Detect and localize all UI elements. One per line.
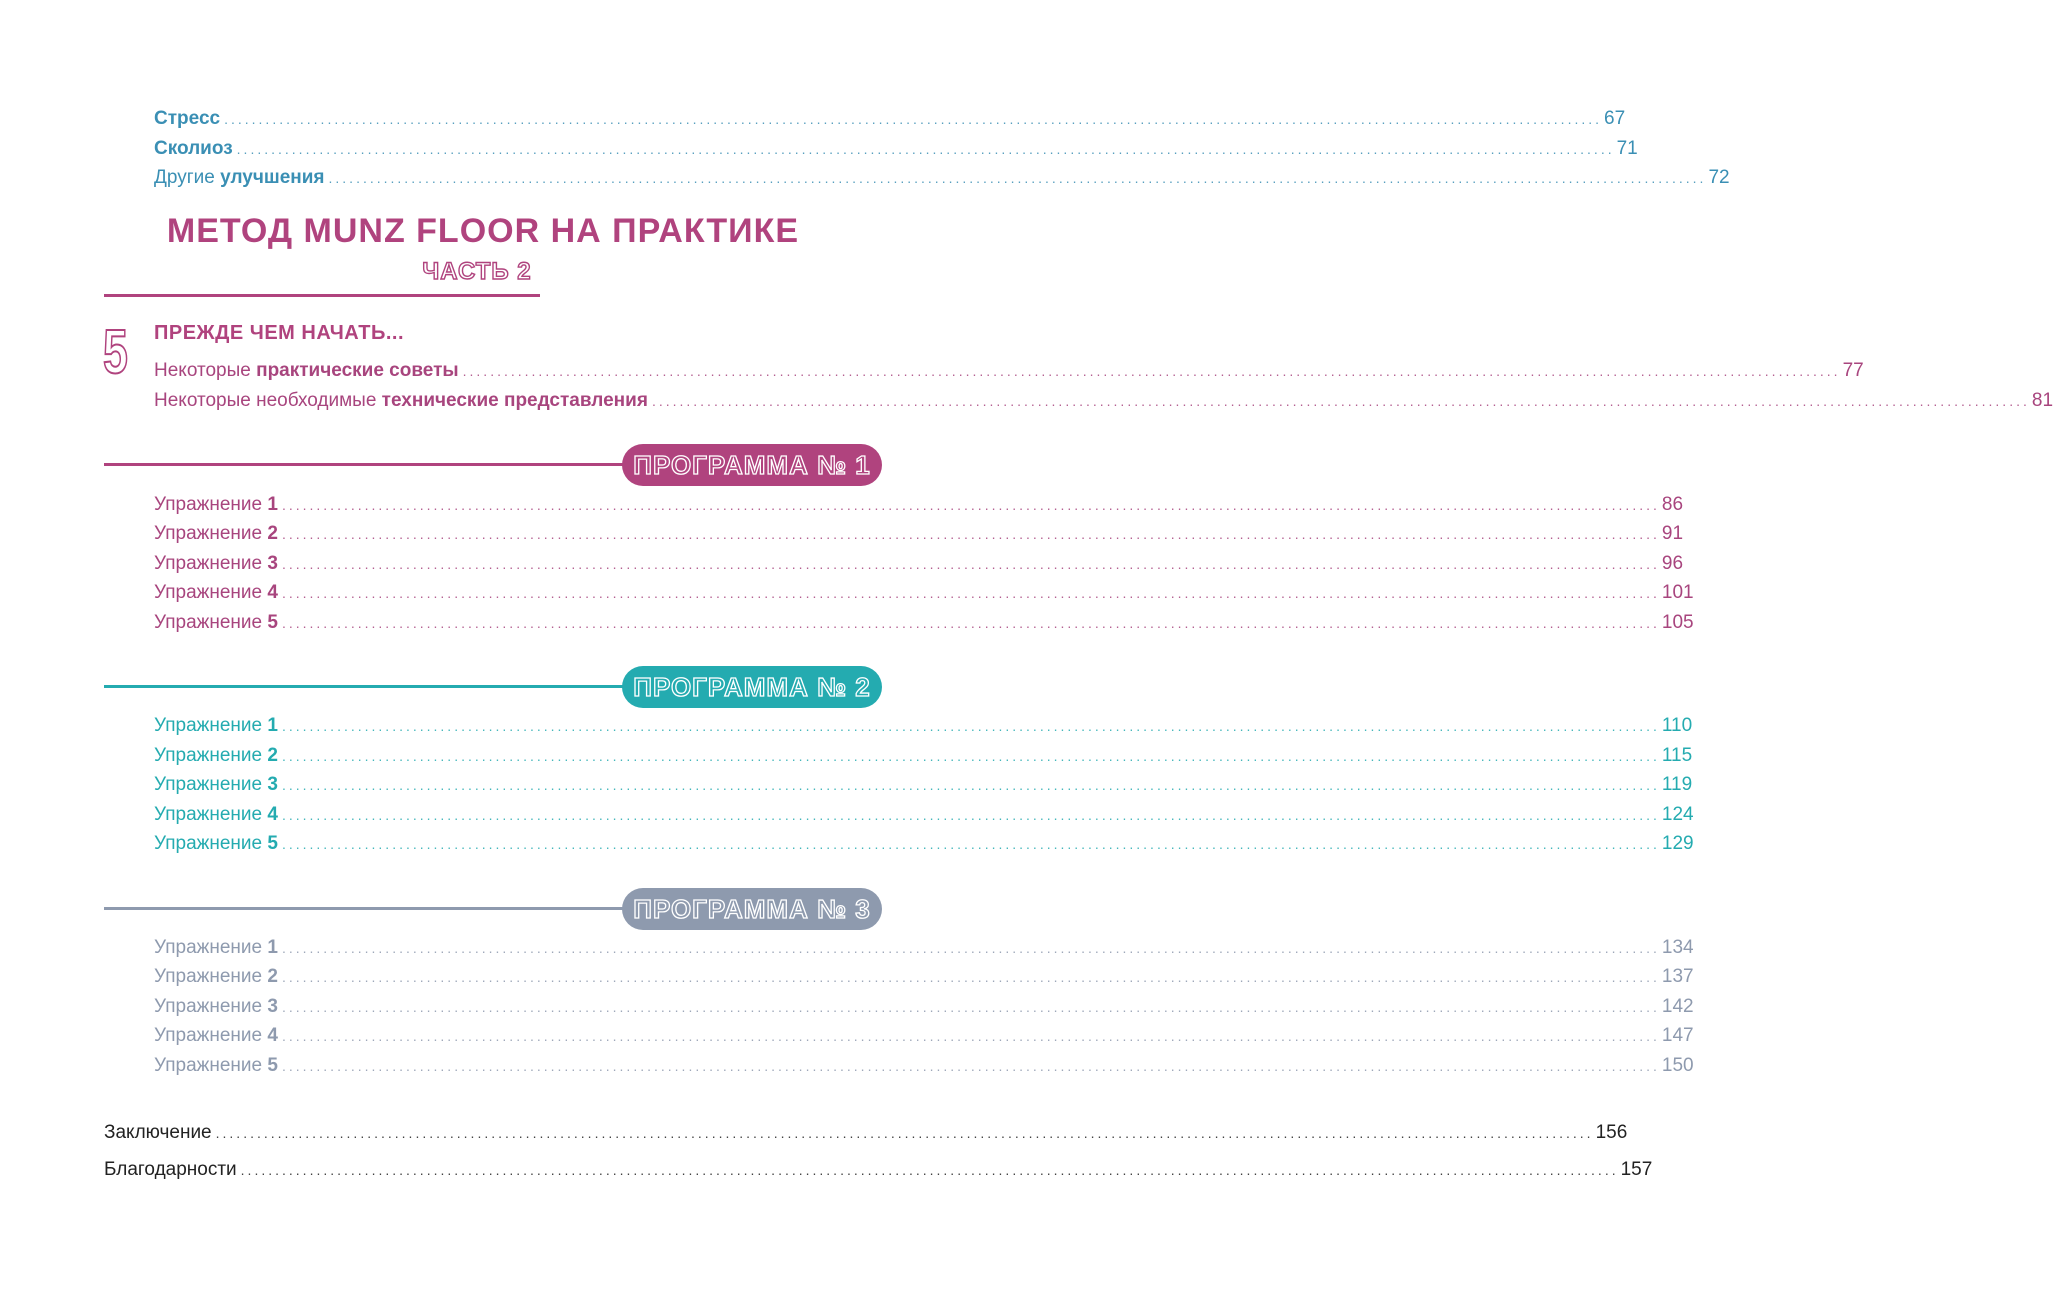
entry-text: Упражнение: [154, 996, 268, 1017]
toc-entry-scoliosis[interactable]: [154, 136, 1638, 162]
page-number: 77: [1842, 360, 1864, 381]
program-3-exercise-2[interactable]: [154, 964, 1694, 990]
entry-bold-text: 4: [267, 804, 278, 825]
dot-leader: ........................................................................................................................................................................................................: [224, 111, 1603, 127]
part-title-rule: [104, 294, 540, 297]
dot-leader: ........................................................................................................................................................................................................: [281, 836, 1660, 852]
entry-bold-text: 5: [267, 612, 278, 633]
page-number: 67: [1604, 108, 1626, 129]
entry-bold-text: 1: [267, 937, 278, 958]
dot-leader: ........................................................................................................................................................................................................: [240, 1162, 1619, 1178]
program-1-label: ПРОГРАММА № 1: [633, 449, 871, 480]
entry-text: Упражнение: [154, 937, 268, 958]
entry-bold-text: 5: [267, 833, 278, 854]
entry-bold-text: 1: [267, 494, 278, 515]
page-number: 105: [1661, 612, 1694, 633]
dot-leader: ........................................................................................................................................................................................................: [281, 1028, 1660, 1044]
dot-leader: ........................................................................................................................................................................................................: [281, 777, 1660, 793]
entry-text: Упражнение: [154, 1055, 268, 1076]
page-number: 134: [1661, 937, 1694, 958]
entry-bold-text: технические представления: [381, 390, 648, 411]
program-1-badge: [622, 444, 882, 486]
entry-bold-text: 3: [267, 774, 278, 795]
page-number: 157: [1620, 1159, 1653, 1180]
page-number: 150: [1661, 1055, 1694, 1076]
program-3-exercise-3[interactable]: [154, 994, 1694, 1020]
entry-text: Упражнение: [154, 612, 268, 633]
entry-text: Упражнение: [154, 715, 268, 736]
program-1-exercise-4[interactable]: [154, 580, 1694, 606]
chapter-number: 5: [103, 318, 128, 387]
entry-bold-text: улучшения: [220, 167, 325, 188]
dot-leader: ........................................................................................................................................................................................................: [281, 497, 1660, 513]
program-2-rule: [104, 685, 644, 688]
program-3-exercise-4[interactable]: [154, 1023, 1694, 1049]
entry-bold-text: 1: [267, 715, 278, 736]
entry-bold-text: Сколиоз: [154, 138, 233, 159]
dot-leader: ........................................................................................................................................................................................................: [328, 170, 1707, 186]
entry-text: Некоторые: [154, 360, 257, 381]
entry-bold-text: Стресс: [154, 108, 221, 129]
dot-leader: ........................................................................................................................................................................................................: [236, 141, 1615, 157]
entry-text: Упражнение: [154, 745, 268, 766]
entry-text: Упражнение: [154, 553, 268, 574]
page-number: 110: [1661, 715, 1693, 736]
entry-bold-text: 2: [267, 745, 278, 766]
entry-text: Другие: [154, 167, 221, 188]
chapter-title: ПРЕЖДЕ ЧЕМ НАЧАТЬ...: [154, 322, 405, 344]
page-number: 72: [1708, 167, 1730, 188]
dot-leader: ........................................................................................................................................................................................................: [281, 615, 1660, 631]
entry-text: Упражнение: [154, 833, 268, 854]
program-2-exercise-4[interactable]: [154, 802, 1694, 828]
page-number: 86: [1661, 494, 1684, 515]
entry-bold-text: 2: [267, 966, 278, 987]
page-number: 142: [1661, 996, 1694, 1017]
entry-text: Упражнение: [154, 494, 268, 515]
page-number: 137: [1661, 966, 1694, 987]
entry-text: Заключение: [104, 1122, 212, 1143]
dot-leader: ........................................................................................................................................................................................................: [281, 585, 1660, 601]
page-number: 71: [1616, 138, 1638, 159]
program-3-label: ПРОГРАММА № 3: [633, 893, 871, 924]
program-2-exercise-5[interactable]: [154, 831, 1694, 857]
dot-leader: ........................................................................................................................................................................................................: [215, 1125, 1594, 1141]
entry-text: Упражнение: [154, 582, 268, 603]
program-2-exercise-1[interactable]: [154, 713, 1693, 739]
entry-text: Упражнение: [154, 966, 268, 987]
toc-entry-technical-notions[interactable]: [154, 388, 2053, 414]
toc-entry-stress[interactable]: [154, 106, 1626, 132]
page-number: 101: [1661, 582, 1694, 603]
page-number: 124: [1661, 804, 1694, 825]
entry-text: Благодарности: [104, 1159, 237, 1180]
entry-text: Упражнение: [154, 523, 268, 544]
program-2-exercise-2[interactable]: [154, 743, 1693, 769]
program-1-rule: [104, 463, 644, 466]
page-number: 96: [1661, 553, 1684, 574]
program-3-rule: [104, 907, 644, 910]
dot-leader: ........................................................................................................................................................................................................: [281, 940, 1660, 956]
program-3-exercise-1[interactable]: [154, 935, 1694, 961]
page-number: 147: [1661, 1025, 1694, 1046]
program-1-exercise-2[interactable]: [154, 521, 1684, 547]
dot-leader: ........................................................................................................................................................................................................: [281, 748, 1660, 764]
dot-leader: ........................................................................................................................................................................................................: [281, 969, 1660, 985]
part-title: МЕТОД MUNZ FLOOR НА ПРАКТИКЕ: [166, 212, 800, 250]
entry-bold-text: практические советы: [256, 360, 459, 381]
entry-text: Некоторые необходимые: [154, 390, 382, 411]
page-number: 81: [2031, 390, 2053, 411]
program-2-label: ПРОГРАММА № 2: [633, 671, 871, 702]
dot-leader: ........................................................................................................................................................................................................: [281, 807, 1660, 823]
program-1-exercise-1[interactable]: [154, 492, 1684, 518]
dot-leader: ........................................................................................................................................................................................................: [281, 999, 1660, 1015]
entry-bold-text: 3: [267, 996, 278, 1017]
page-number: 91: [1661, 523, 1684, 544]
dot-leader: ........................................................................................................................................................................................................: [281, 556, 1660, 572]
entry-text: Упражнение: [154, 1025, 268, 1046]
entry-bold-text: 5: [267, 1055, 278, 1076]
toc-entry-acknowledgements[interactable]: [104, 1157, 1653, 1183]
part-subtitle: ЧАСТЬ 2: [422, 258, 532, 285]
page-number: 129: [1661, 833, 1694, 854]
program-1-exercise-3[interactable]: [154, 551, 1684, 577]
entry-text: Упражнение: [154, 774, 268, 795]
dot-leader: ........................................................................................................................................................................................................: [462, 363, 1841, 379]
page-number: 156: [1595, 1122, 1628, 1143]
entry-bold-text: 2: [267, 523, 278, 544]
entry-bold-text: 3: [267, 553, 278, 574]
page-number: 115: [1661, 745, 1693, 766]
program-2-badge: [622, 666, 882, 708]
entry-bold-text: 4: [267, 582, 278, 603]
toc-entry-practical-tips[interactable]: [154, 358, 1864, 384]
dot-leader: ........................................................................................................................................................................................................: [281, 1058, 1660, 1074]
entry-bold-text: 4: [267, 1025, 278, 1046]
page-number: 119: [1661, 774, 1693, 795]
dot-leader: ........................................................................................................................................................................................................: [651, 393, 2030, 409]
toc-entry-other-improvements[interactable]: [154, 165, 1730, 191]
program-2-exercise-3[interactable]: [154, 772, 1693, 798]
toc-entry-conclusion[interactable]: [104, 1120, 1628, 1146]
entry-text: Упражнение: [154, 804, 268, 825]
program-3-exercise-5[interactable]: [154, 1053, 1694, 1079]
dot-leader: ........................................................................................................................................................................................................: [281, 718, 1660, 734]
dot-leader: ........................................................................................................................................................................................................: [281, 526, 1660, 542]
program-1-exercise-5[interactable]: [154, 610, 1694, 636]
program-3-badge: [622, 888, 882, 930]
